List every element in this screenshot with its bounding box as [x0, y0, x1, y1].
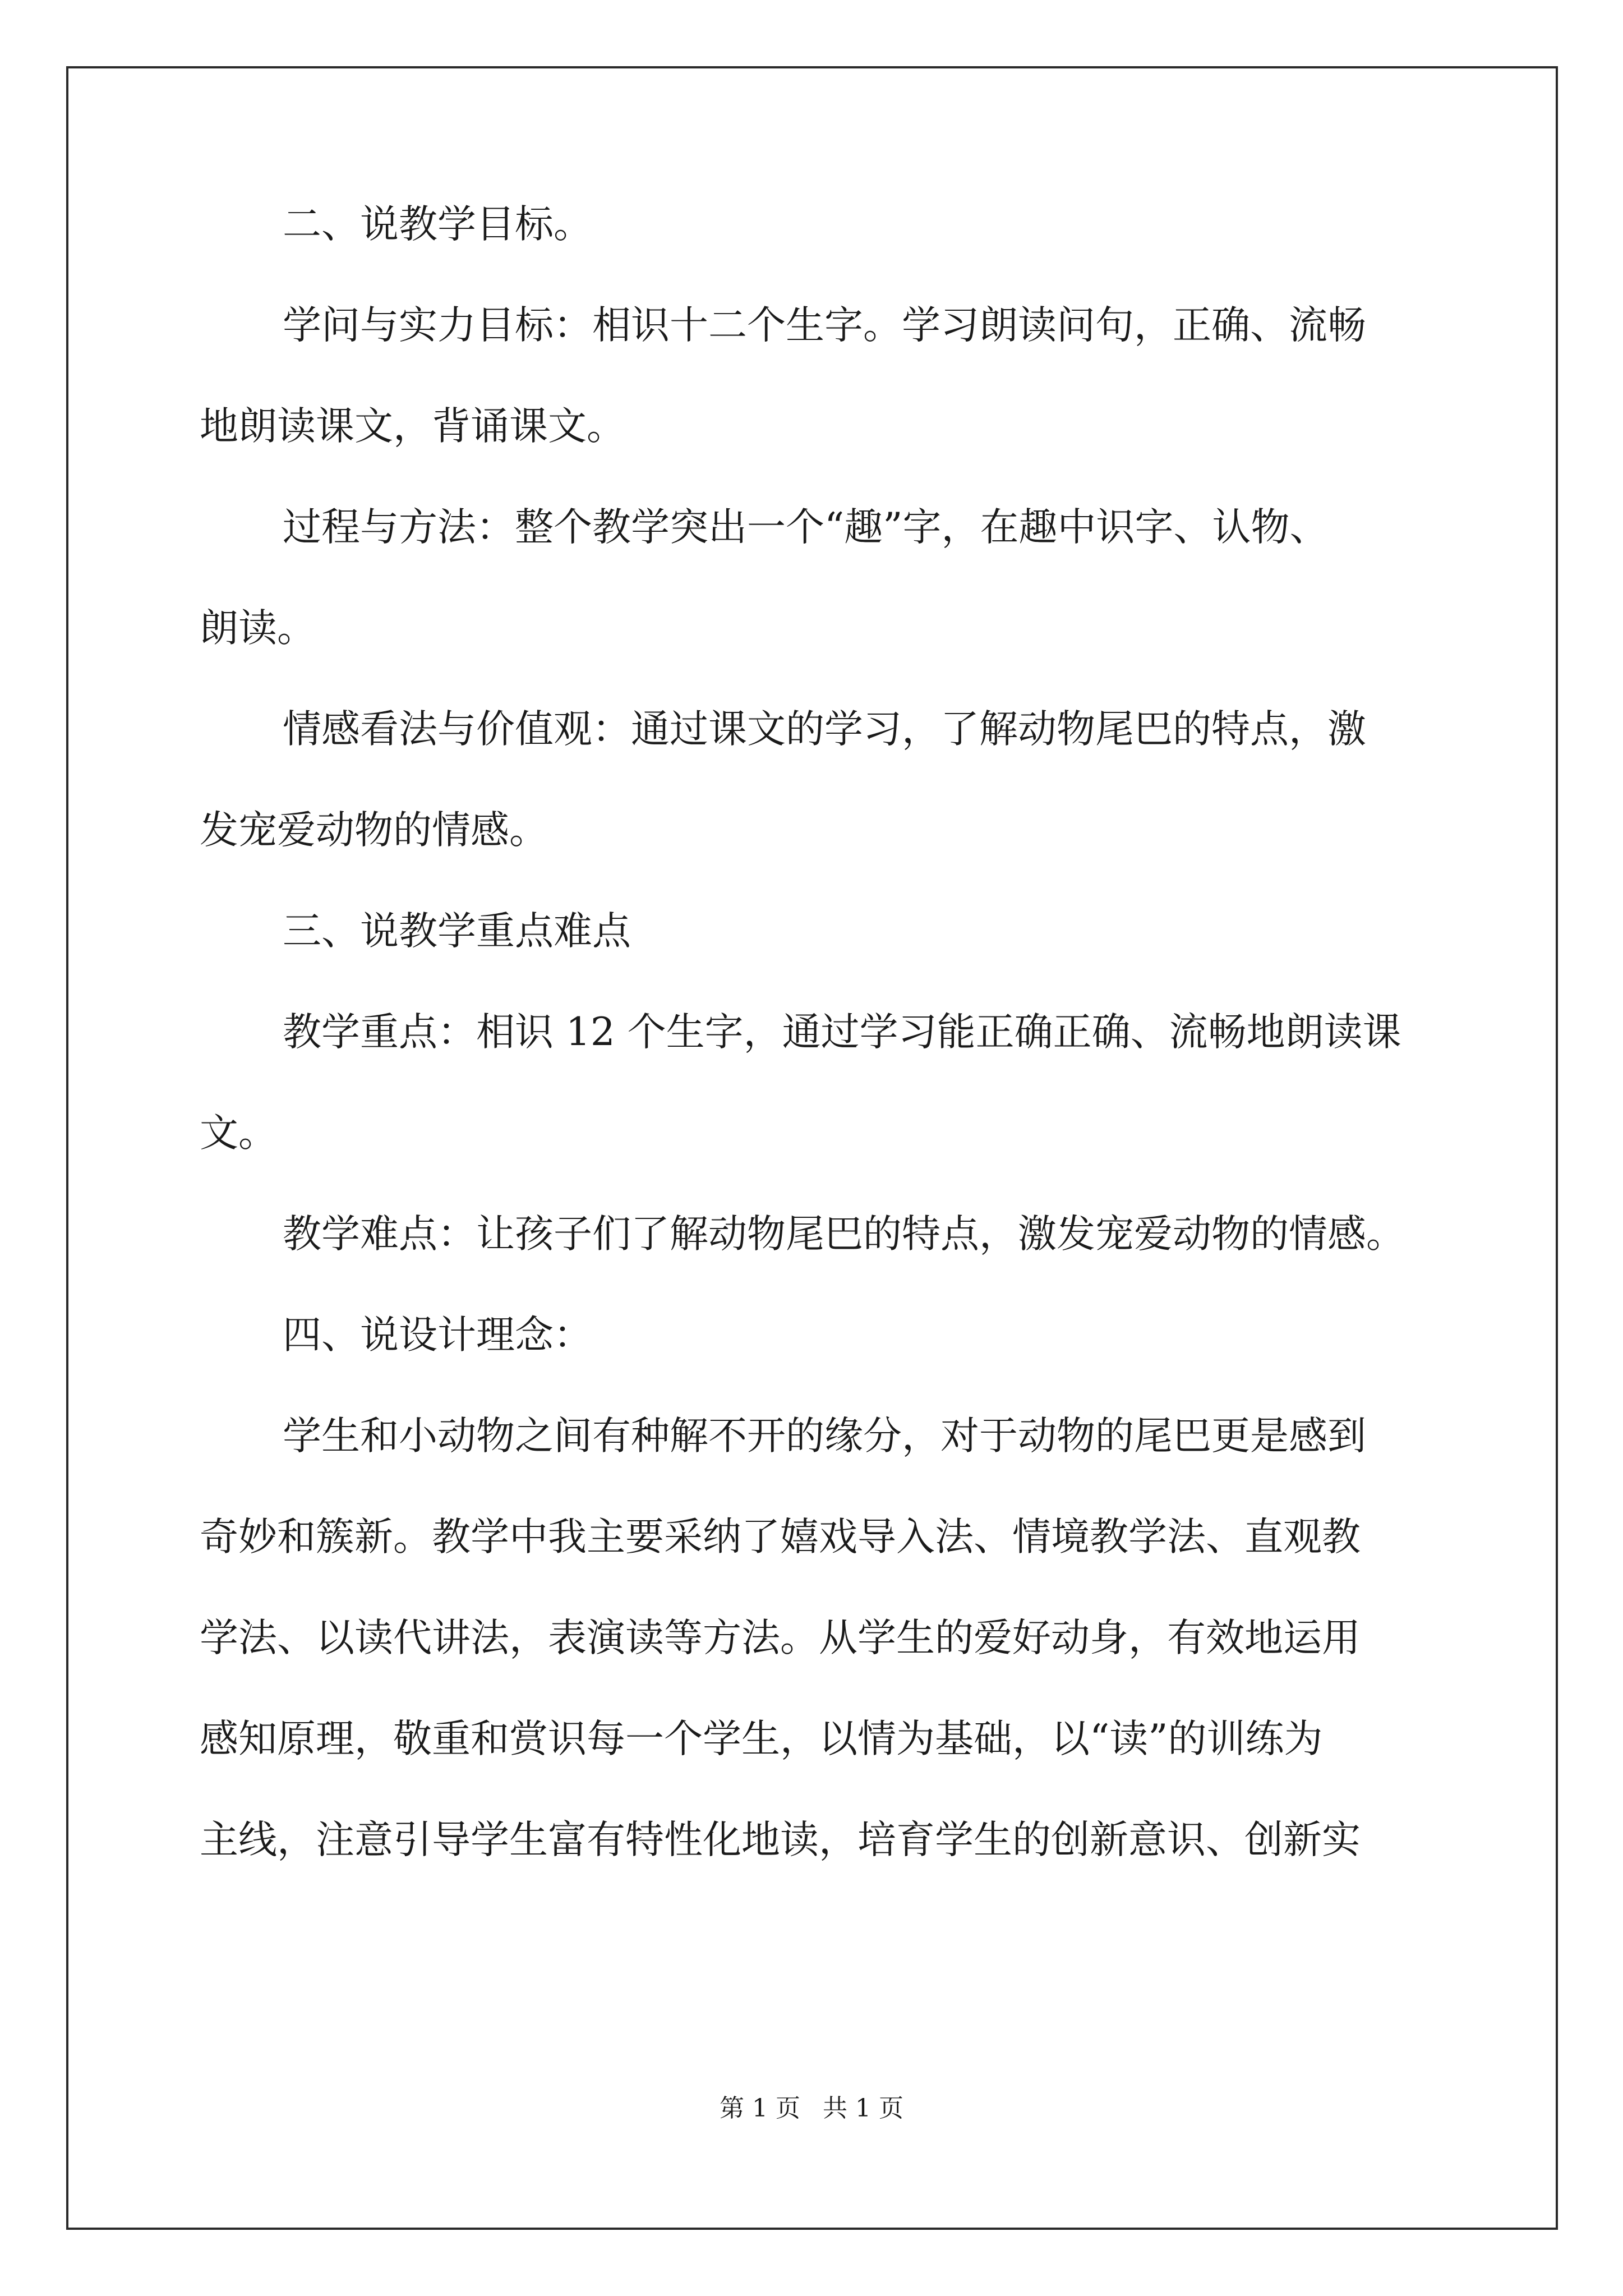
- heading-design-concept: 四、说设计理念：: [283, 1313, 592, 1358]
- paragraph-line: 地朗读课文，背诵课文。: [200, 404, 625, 449]
- paragraph-line: 朗读。: [200, 606, 316, 651]
- paragraph-line: 学生和小动物之间有种解不开的缘分，对于动物的尾巴更是感到: [283, 1414, 1366, 1458]
- paragraph-line: 学问与实力目标：相识十二个生字。学习朗读问句，正确、流畅: [283, 303, 1366, 348]
- page-footer: [0, 2088, 1623, 2124]
- paragraph-line: 过程与方法：整个教学突出一个“趣”字，在趣中识字、认物、: [283, 505, 1329, 550]
- page-border: [66, 66, 1558, 2230]
- paragraph-line: 情感看法与价值观：通过课文的学习，了解动物尾巴的特点，激: [283, 707, 1366, 752]
- paragraph-line: 奇妙和簇新。教学中我主要采纳了嬉戏导入法、情境教学法、直观教: [200, 1515, 1361, 1559]
- paragraph-line: 发宠爱动物的情感。: [200, 808, 548, 853]
- paragraph-line: 教学难点：让孩子们了解动物尾巴的特点，激发宠爱动物的情感。: [283, 1212, 1405, 1257]
- paragraph-line: 主线，注意引导学生富有特性化地读，培育学生的创新意识、创新实: [200, 1818, 1361, 1862]
- paragraph-line: 文。: [200, 1111, 277, 1156]
- paragraph-line: 教学重点：相识 12 个生字，通过学习能正确正确、流畅地朗读课: [283, 1010, 1401, 1055]
- page-number: 第 1 页: [720, 2094, 800, 2123]
- heading-key-points: 三、说教学重点难点: [283, 909, 631, 954]
- page-total: 共 1 页: [823, 2094, 903, 2123]
- paragraph-line: 学法、以读代讲法，表演读等方法。从学生的爱好动身，有效地运用: [200, 1616, 1361, 1660]
- paragraph-line: 感知原理，敬重和赏识每一个学生，以情为基础，以“读”的训练为: [200, 1717, 1323, 1761]
- heading-teaching-goals: 二、说教学目标。: [283, 202, 592, 247]
